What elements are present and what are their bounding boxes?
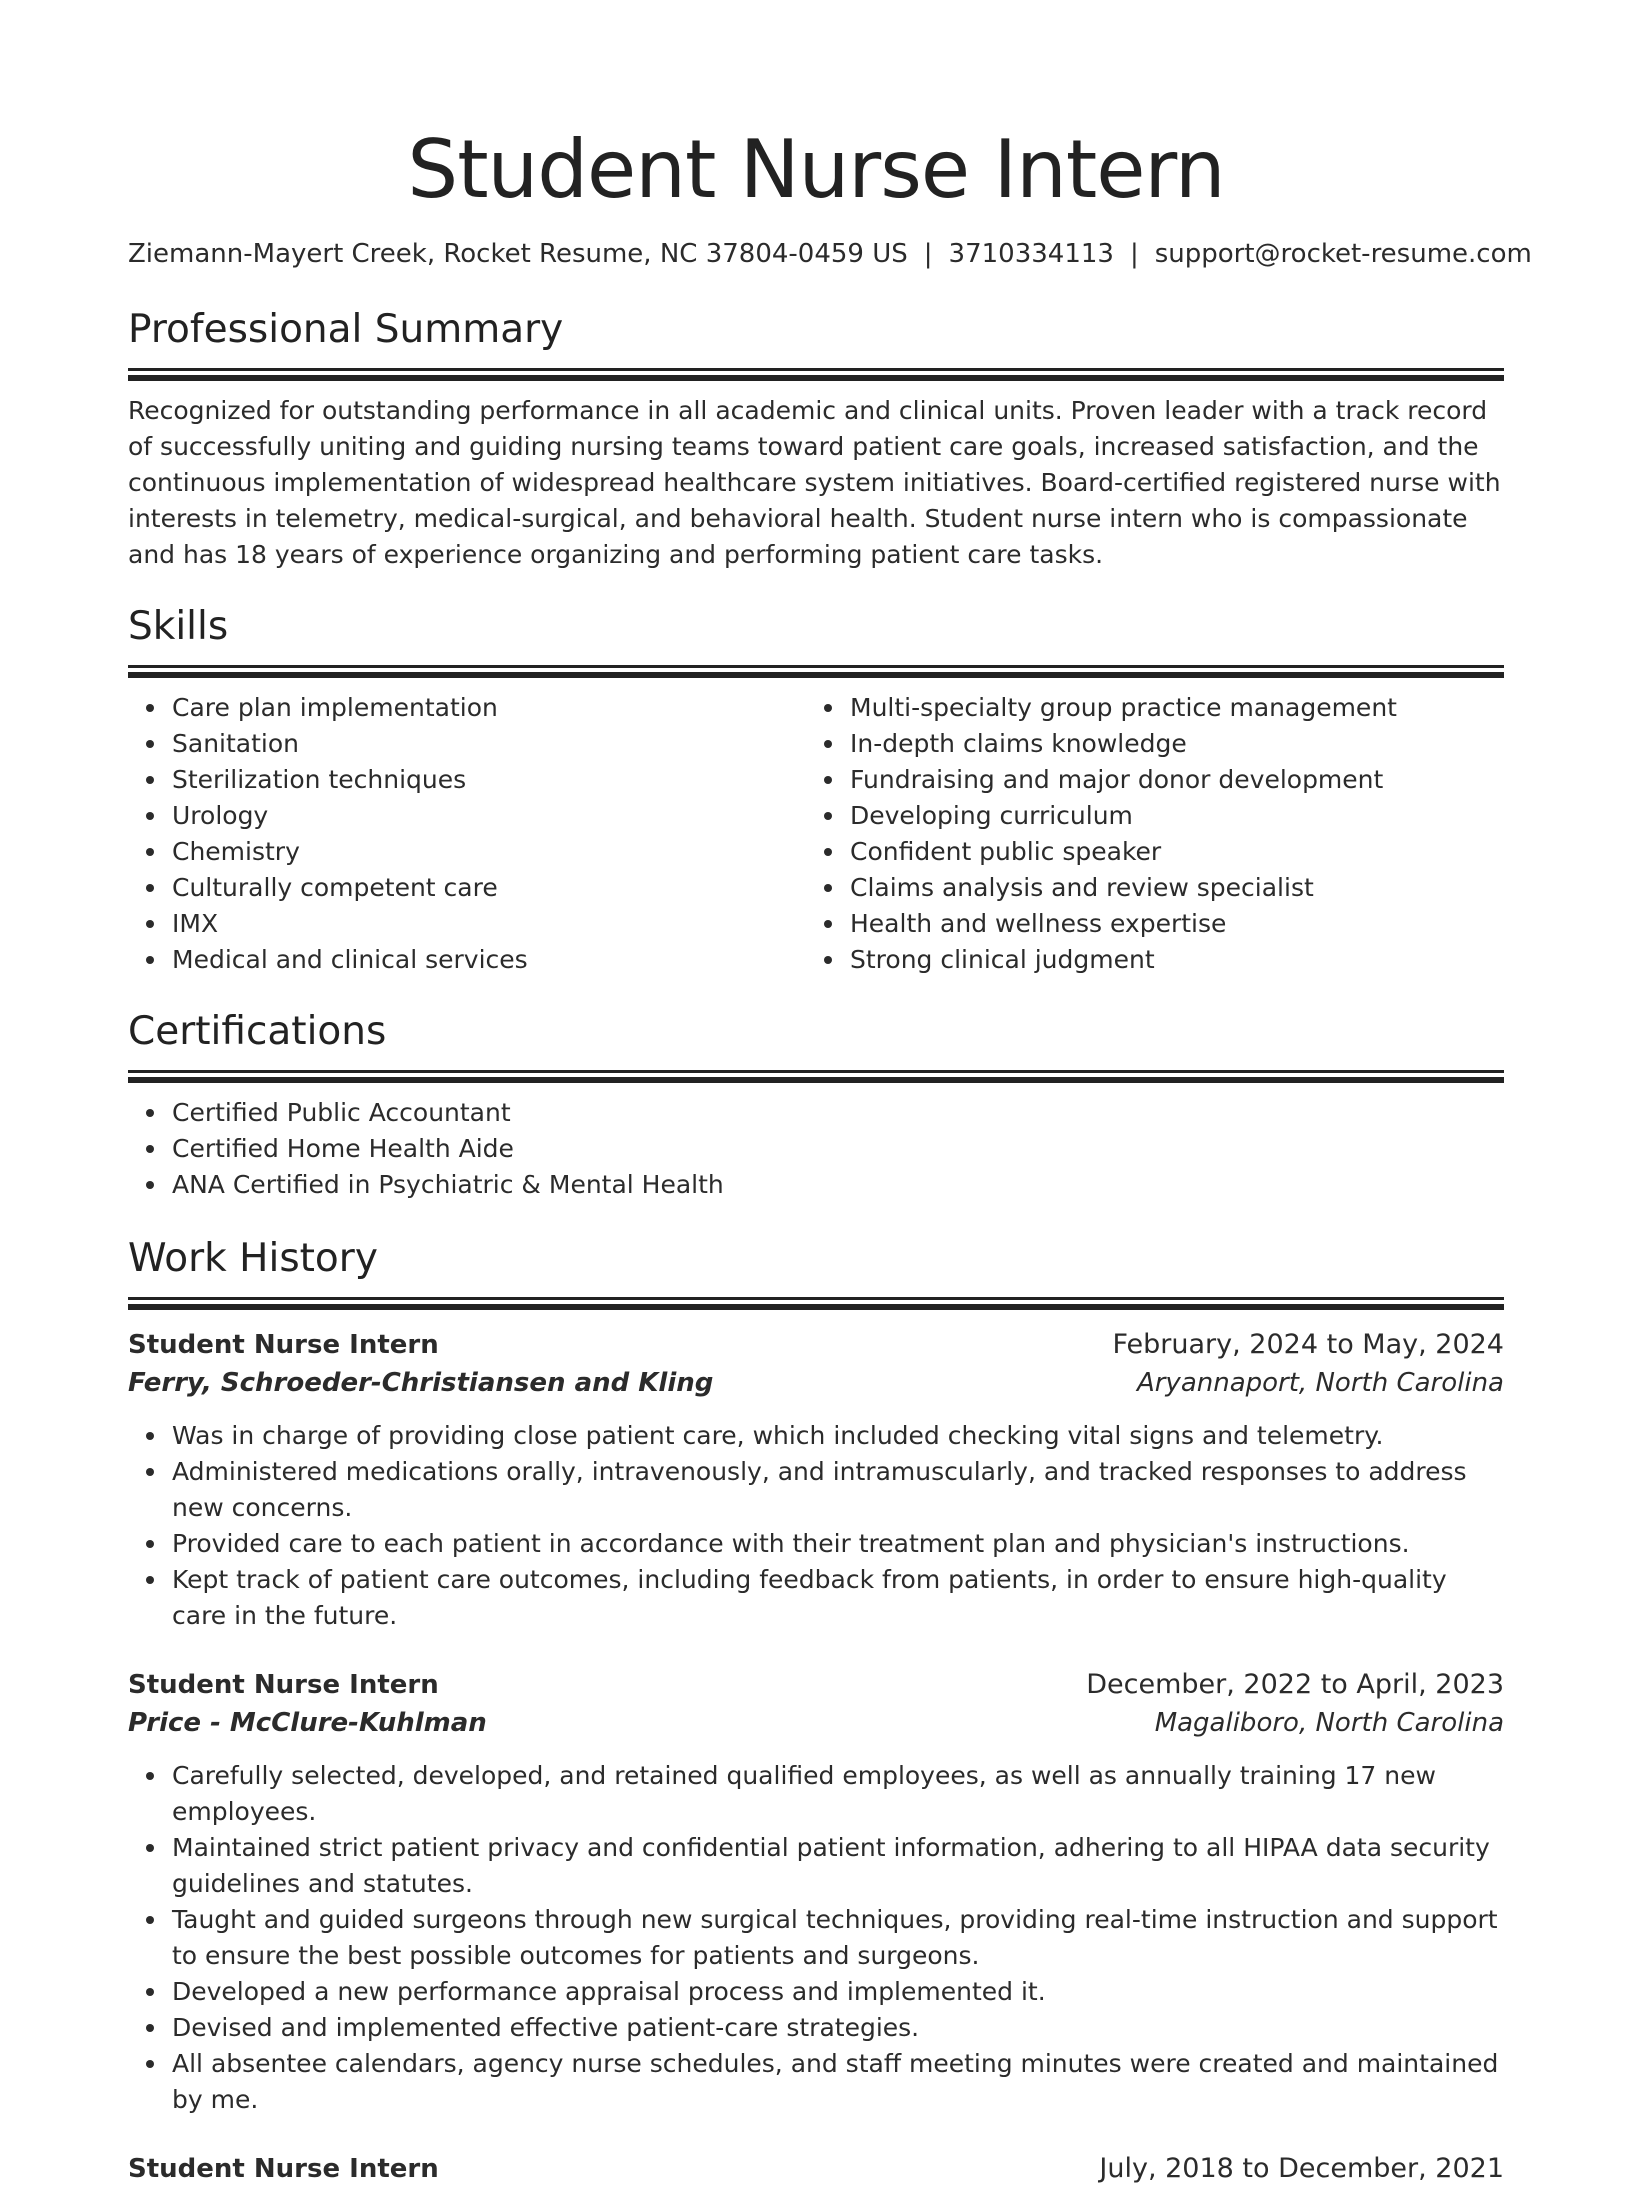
job-header <box>128 1666 1504 1704</box>
work-history-section <box>128 1235 1504 2188</box>
resume-name: Student Nurse Intern <box>407 123 1225 216</box>
skill-item: Developing curriculum <box>850 798 1484 834</box>
job-dates: December, 2022 to April, 2023 <box>1086 1669 1504 1700</box>
resume-page <box>128 0 1532 2188</box>
skill-item: Claims analysis and review specialist <box>850 870 1484 906</box>
section-divider <box>128 1070 1504 1073</box>
skill-item: IMX <box>172 906 806 942</box>
skill-item: Health and wellness expertise <box>850 906 1484 942</box>
skills-column-right <box>806 690 1484 978</box>
skill-item: Chemistry <box>172 834 806 870</box>
contact-separator: | <box>923 239 933 269</box>
section-title-work-history: Work History <box>128 1236 378 1281</box>
certifications-section <box>128 1008 1504 1203</box>
job-title: Student Nurse Intern <box>128 2154 439 2184</box>
section-divider <box>128 1077 1504 1083</box>
job-bullet: Carefully selected, developed, and retained qualified employees, as well as annually training 17 new employees. <box>172 1758 1504 1830</box>
job-title: Student Nurse Intern <box>128 1330 439 1360</box>
job-bullets <box>128 1418 1504 1634</box>
skills-column-left <box>128 690 806 978</box>
skill-item: Care plan implementation <box>172 690 806 726</box>
contact-phone: 3710334113 <box>948 239 1114 269</box>
section-title-certifications: Certifications <box>128 1009 387 1054</box>
certification-item: ANA Certified in Psychiatric & Mental Health <box>172 1167 1504 1203</box>
skill-item: Medical and clinical services <box>172 942 806 978</box>
section-divider <box>128 672 1504 678</box>
job-dates: February, 2024 to May, 2024 <box>1112 1329 1504 1360</box>
job-header <box>128 2150 1504 2188</box>
contact-separator: | <box>1129 239 1139 269</box>
skill-item: Culturally competent care <box>172 870 806 906</box>
job-subheader <box>128 1704 1504 1742</box>
section-divider <box>128 368 1504 371</box>
skill-item: Confident public speaker <box>850 834 1484 870</box>
summary-text: Recognized for outstanding performance in all academic and clinical units. Proven leader with a track record of successfully uniting and guiding nursing teams toward patient care goals, increased satisfaction, and the continuous implementation of widespread healthcare system initiatives. Board-certified registered nurse with interests in telemetry, medical-surgical, and behavioral health. Student nurse intern who is compassionate and has 18 years of experience organizing and performing patient care tasks. <box>128 396 1501 569</box>
skill-item: Urology <box>172 798 806 834</box>
section-divider <box>128 375 1504 381</box>
certifications-list <box>128 1095 1504 1203</box>
section-divider <box>128 665 1504 668</box>
section-title-summary: Professional Summary <box>128 307 564 352</box>
job-bullet: Administered medications orally, intravenously, and intramuscularly, and tracked responses to address new concerns. <box>172 1454 1504 1526</box>
job-bullet: Developed a new performance appraisal process and implemented it. <box>172 1974 1504 2010</box>
certification-item: Certified Public Accountant <box>172 1095 1504 1131</box>
job-bullet: Kept track of patient care outcomes, including feedback from patients, in order to ensure high-quality care in the future. <box>172 1562 1504 1634</box>
contact-email: support@rocket-resume.com <box>1154 239 1532 269</box>
section-divider <box>128 1304 1504 1310</box>
skill-item: Fundraising and major donor development <box>850 762 1484 798</box>
job-company: Ferry, Schroeder-Christiansen and Kling <box>128 1368 714 1398</box>
certification-item: Certified Home Health Aide <box>172 1131 1504 1167</box>
contact-line <box>128 236 1532 272</box>
skill-item: Strong clinical judgment <box>850 942 1484 978</box>
section-title-skills: Skills <box>128 604 229 649</box>
contact-address: Ziemann-Mayert Creek, Rocket Resume, NC 37804-0459 US <box>128 239 908 269</box>
job-entry <box>128 2150 1504 2188</box>
job-bullet: Maintained strict patient privacy and confidential patient information, adhering to all HIPAA data security guidelines and statutes. <box>172 1830 1504 1902</box>
job-entry <box>128 1666 1504 2118</box>
skill-item: Multi-specialty group practice management <box>850 690 1484 726</box>
skills-list-left <box>128 690 806 978</box>
skill-item: In-depth claims knowledge <box>850 726 1484 762</box>
skill-item: Sanitation <box>172 726 806 762</box>
skills-section <box>128 603 1504 978</box>
job-title: Student Nurse Intern <box>128 1670 439 1700</box>
skills-list-right <box>806 690 1484 978</box>
job-bullet: All absentee calendars, agency nurse schedules, and staff meeting minutes were created and maintained by me. <box>172 2046 1504 2118</box>
job-header <box>128 1326 1504 1364</box>
job-bullet: Was in charge of providing close patient care, which included checking vital signs and telemetry. <box>172 1418 1504 1454</box>
job-bullet: Taught and guided surgeons through new surgical techniques, providing real-time instruction and support to ensure the best possible outcomes for patients and surgeons. <box>172 1902 1504 1974</box>
section-divider <box>128 1297 1504 1300</box>
skills-columns <box>128 690 1504 978</box>
job-subheader <box>128 1364 1504 1402</box>
skill-item: Sterilization techniques <box>172 762 806 798</box>
summary-section <box>128 306 1504 573</box>
job-dates: July, 2018 to December, 2021 <box>1099 2153 1504 2184</box>
job-location: Aryannaport, North Carolina <box>1136 1368 1504 1398</box>
job-company: Price - McClure-Kuhlman <box>128 1708 487 1738</box>
job-bullets <box>128 1758 1504 2118</box>
job-entry <box>128 1326 1504 1634</box>
job-bullet: Devised and implemented effective patient-care strategies. <box>172 2010 1504 2046</box>
job-location: Magaliboro, North Carolina <box>1154 1708 1504 1738</box>
job-bullet: Provided care to each patient in accordance with their treatment plan and physician's instructions. <box>172 1526 1504 1562</box>
